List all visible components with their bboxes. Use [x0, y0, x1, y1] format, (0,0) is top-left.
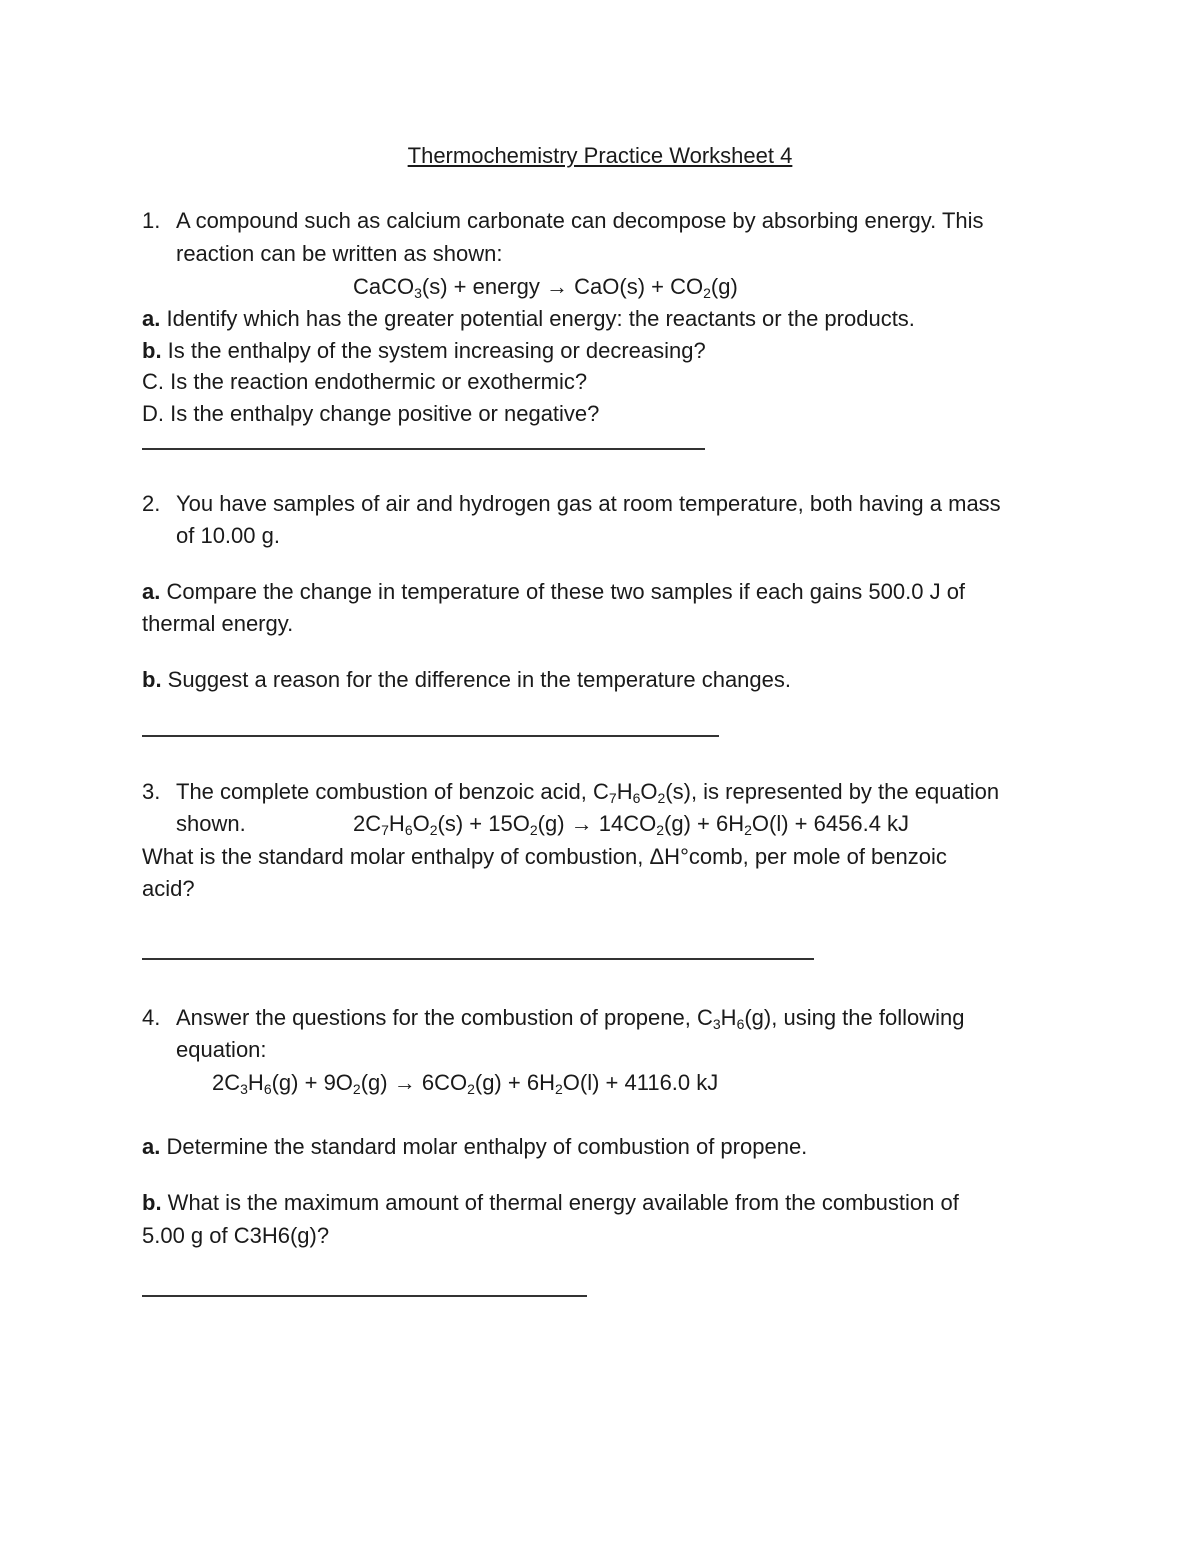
q3-text: H [616, 779, 633, 804]
q2-line1 [142, 490, 1001, 518]
q4-equation [212, 1069, 718, 1097]
part-text: Compare the change in temperature of these two samples if each gains 500.0 J of [160, 579, 966, 604]
q1-equation [353, 273, 738, 301]
q2-part-b [142, 666, 791, 694]
q3-shown: shown. [176, 811, 246, 836]
q3-equation [353, 810, 909, 838]
q4-line1 [142, 1004, 964, 1032]
part-label: a. [142, 579, 161, 604]
q4-line2: equation: [176, 1037, 267, 1062]
q3-question-line2: acid? [142, 876, 195, 901]
eq-subscript: 2 [554, 1081, 563, 1097]
part-text: Determine the standard molar enthalpy of combustion of propene. [160, 1134, 808, 1159]
subscript: 6 [632, 790, 641, 806]
eq-text: O(l) + 6456.4 kJ [751, 811, 910, 836]
q1-part-b [142, 337, 706, 365]
q2-part-a [142, 578, 965, 606]
q1-text: A compound such as calcium carbonate can decompose by absorbing energy. This [176, 208, 984, 233]
q3-question: What is the standard molar enthalpy of combustion, ΔH°comb, per mole of benzoic [142, 844, 947, 869]
eq-subscript: 3 [414, 285, 422, 301]
eq-subscript: 3 [240, 1081, 248, 1097]
q4-part-b [142, 1189, 959, 1217]
eq-text: (g) + 6H [474, 1070, 555, 1095]
q1-part-c: C. Is the reaction endothermic or exothermic? [142, 369, 588, 394]
eq-text: 2C [212, 1070, 241, 1095]
answer-rule [142, 735, 719, 737]
q2-part-a-line2: thermal energy. [142, 611, 294, 636]
part-label: a. [142, 306, 161, 331]
q3-number: 3. [142, 779, 161, 804]
eq-subscript: 2 [467, 1081, 475, 1097]
eq-text: H [388, 811, 405, 836]
part-label: a. [142, 1134, 161, 1159]
eq-subscript: 2 [656, 822, 665, 838]
eq-text: (s) + 15O [437, 811, 530, 836]
answer-rule [142, 448, 705, 450]
subscript: 7 [608, 790, 617, 806]
eq-text: O(l) + 4116.0 kJ [562, 1070, 719, 1095]
eq-text: (g) → 6CO [360, 1070, 468, 1095]
q1-part-a [142, 305, 915, 333]
q3-text: (s), is represented by the equation [665, 779, 1000, 804]
q4-number: 4. [142, 1005, 161, 1030]
eq-subscript: 6 [263, 1081, 272, 1097]
part-label: b. [142, 667, 162, 692]
eq-text: (s) + energy → CaO(s) + CO [421, 274, 704, 299]
q2-line2: of 10.00 g. [176, 523, 280, 548]
q4-text: Answer the questions for the combustion of propene, C [176, 1005, 713, 1030]
q2-number: 2. [142, 491, 161, 516]
eq-text: H [247, 1070, 264, 1095]
part-text: Suggest a reason for the difference in the temperature changes. [161, 667, 792, 692]
eq-text: (g) + 6H [664, 811, 745, 836]
part-text: What is the maximum amount of thermal energy available from the combustion of [161, 1190, 959, 1215]
q4-part-b-line2: 5.00 g of C3H6(g)? [142, 1223, 330, 1248]
part-label: b. [142, 338, 162, 363]
answer-rule [142, 1295, 587, 1297]
eq-subscript: 2 [744, 822, 752, 838]
part-text: Is the enthalpy of the system increasing or decreasing? [161, 338, 706, 363]
part-text: Identify which has the greater potential energy: the reactants or the products. [160, 306, 915, 331]
eq-subscript: 2 [529, 822, 538, 838]
q4-text: (g), using the following [744, 1005, 965, 1030]
eq-subscript: 7 [381, 822, 389, 838]
subscript: 3 [712, 1016, 721, 1032]
q4-part-a [142, 1133, 807, 1161]
eq-text: (g) + 9O [271, 1070, 353, 1095]
eq-subscript: 2 [703, 285, 711, 301]
subscript: 2 [657, 790, 666, 806]
eq-text: O [412, 811, 430, 836]
eq-text: 2C [353, 811, 382, 836]
answer-rule [142, 958, 814, 960]
q2-text: You have samples of air and hydrogen gas at room temperature, both having a mass [176, 491, 1001, 516]
q1-number: 1. [142, 208, 161, 233]
eq-subscript: 2 [429, 822, 438, 838]
page-title: Thermochemistry Practice Worksheet 4 [407, 143, 793, 168]
q1-line2: reaction can be written as shown: [176, 241, 503, 266]
eq-subscript: 2 [352, 1081, 361, 1097]
q3-text: The complete combustion of benzoic acid, C [176, 779, 609, 804]
q1-part-d: D. Is the enthalpy change positive or negative? [142, 401, 600, 426]
eq-text: (g) [710, 274, 738, 299]
part-label: b. [142, 1190, 162, 1215]
q4-text: H [720, 1005, 737, 1030]
q3-line1 [142, 778, 999, 806]
q3-text: O [640, 779, 658, 804]
eq-subscript: 6 [404, 822, 413, 838]
eq-text: (g) → 14CO [537, 811, 657, 836]
eq-text: CaCO [353, 274, 415, 299]
q1-line1 [142, 207, 984, 235]
subscript: 6 [736, 1016, 745, 1032]
